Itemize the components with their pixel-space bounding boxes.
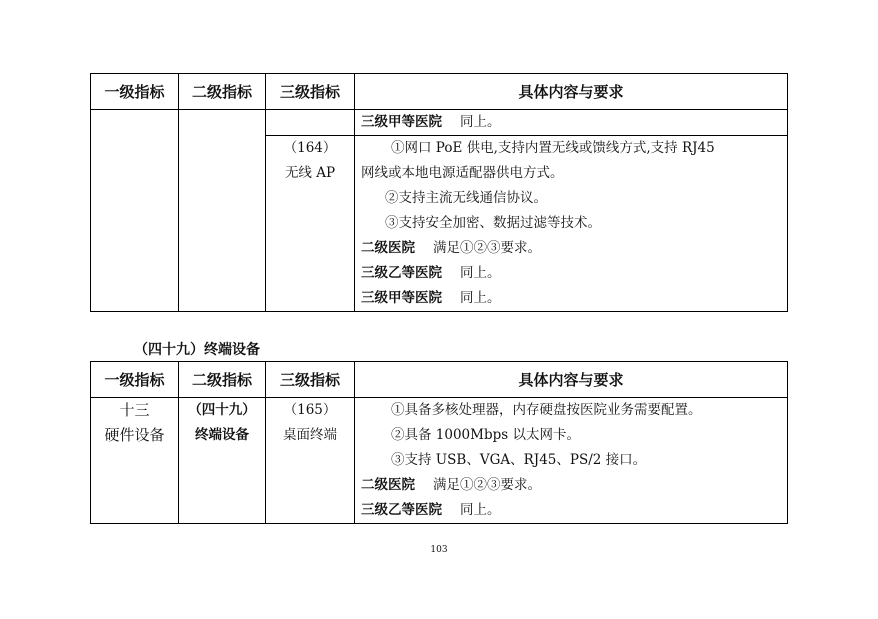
level-line: 二级医院 满足①②③要求。 xyxy=(361,477,541,493)
level2-cell xyxy=(179,110,266,312)
header-content: 具体内容与要求 xyxy=(355,74,788,110)
level1-cell: 十三 硬件设备 xyxy=(91,398,179,524)
header-level1: 一级指标 xyxy=(91,74,179,110)
page-number: 103 xyxy=(430,545,448,555)
content-cell: ①具备多核处理器，内存硬盘按医院业务需要配置。 ②具备 1000Mbps 以太网卡。 ③支持 USB、VGA、RJ45、PS/2 接口。 二级医院 满足①②③要求。 三级乙等医院 同上。 xyxy=(355,398,788,524)
level3-cell xyxy=(266,110,355,136)
level-line: 二级医院 满足①②③要求。 xyxy=(361,240,541,256)
content-cell: ①网口 PoE 供电,支持内置无线或馈线方式,支持 RJ45 网线或本地电源适配器供电方式。 ②支持主流无线通信协议。 ③支持安全加密、数据过滤等技术。 二级医院 满足①②③要求。 三级乙等医院 同上。 三级甲等医院 同上。 xyxy=(355,136,788,312)
level3-cell: （165） 桌面终端 xyxy=(266,398,355,524)
header-level2: 二级指标 xyxy=(179,74,266,110)
header-level2: 二级指标 xyxy=(179,362,266,398)
level-line: 三级甲等医院 同上。 xyxy=(361,290,501,306)
header-level1: 一级指标 xyxy=(91,362,179,398)
level-line: 三级乙等医院 同上。 xyxy=(361,265,501,281)
table-row xyxy=(91,398,788,524)
content-cell xyxy=(355,110,788,136)
header-level3: 三级指标 xyxy=(266,362,355,398)
level-line: 三级乙等医院 同上。 xyxy=(361,502,501,518)
header-level3: 三级指标 xyxy=(266,74,355,110)
section-title: （四十九）终端设备 xyxy=(134,342,260,358)
level-line: 三级甲等医院 同上。 xyxy=(361,114,501,130)
header-row xyxy=(91,362,788,398)
level1-cell xyxy=(91,110,179,312)
upper-requirements-table xyxy=(90,73,788,312)
level3-cell: （164） 无线 AP xyxy=(266,136,355,312)
header-row xyxy=(91,74,788,110)
table-row xyxy=(91,110,788,136)
lower-requirements-table xyxy=(90,361,788,524)
header-content: 具体内容与要求 xyxy=(355,362,788,398)
level2-cell: （四十九） 终端设备 xyxy=(179,398,266,524)
